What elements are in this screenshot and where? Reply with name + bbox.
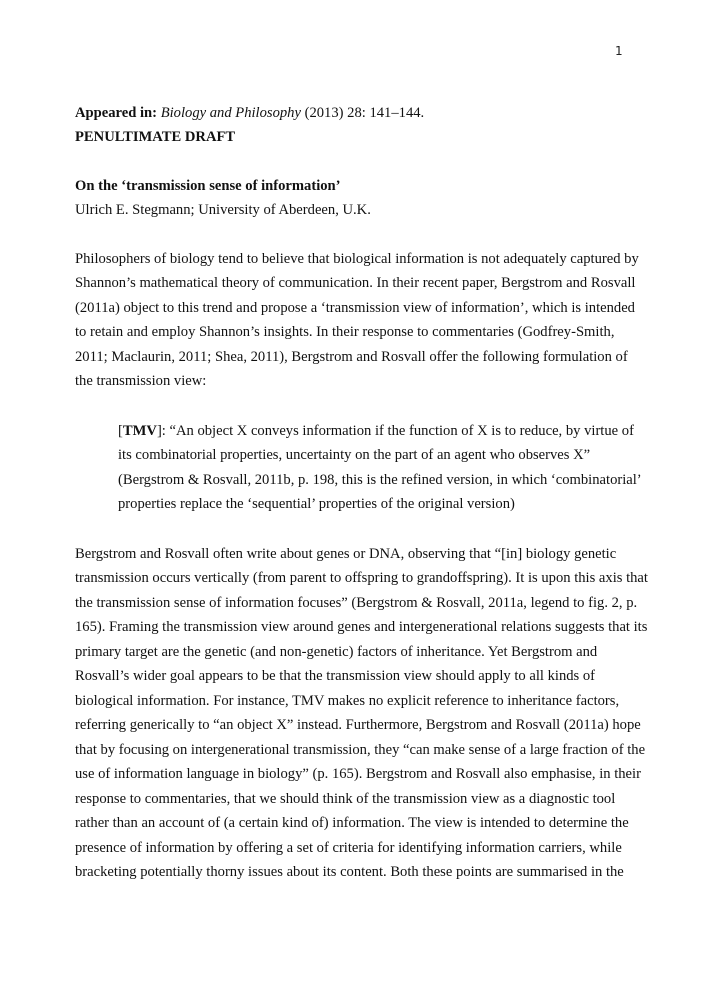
- article-title: On the ‘transmission sense of information’: [75, 178, 341, 194]
- paragraph-line: Rosvall’s wider goal appears to be that the transmission view should apply to all kinds of: [75, 668, 596, 684]
- paragraph-line: Philosophers of biology tend to believe that biological information is not adequately captured by: [75, 251, 639, 267]
- paragraph-line: biological information. For instance, TMV makes no explicit reference to inheritance factors,: [75, 693, 620, 709]
- paragraph-line: use of information language in biology” (p. 165). Bergstrom and Rosvall also emphasise, in their: [75, 766, 641, 782]
- paragraph-line: presence of information by offering a set of criteria for identifying information carriers, while: [75, 840, 622, 856]
- paragraph-line: that by focusing on intergenerational transmission, they “can make sense of a large fraction of the: [75, 742, 646, 758]
- quote-line: (Bergstrom & Rosvall, 2011b, p. 198, this is the refined version, in which ‘combinatorial’: [118, 472, 642, 488]
- paragraph-line: 165). Framing the transmission view around genes and intergenerational relations suggests that its: [75, 619, 648, 635]
- journal-name: Biology and Philosophy: [160, 105, 301, 121]
- paragraph-line: transmission occurs vertically (from parent to offspring to grandoffspring). It is upon this axis that: [75, 570, 648, 586]
- paragraph-line: 2011; Maclaurin, 2011; Shea, 2011), Bergstrom and Rosvall offer the following formulation of: [75, 349, 628, 365]
- paragraph-line: (2011a) object to this trend and propose a ‘transmission view of information’, which is intended: [75, 300, 635, 316]
- quote-line: its combinatorial properties, uncertainty on the part of an agent who observes X”: [118, 447, 591, 463]
- citation-details: (2013) 28: 141–144.: [300, 105, 425, 121]
- paragraph-line: referring generically to “an object X” instead. Furthermore, Bergstrom and Rosvall (2011a) hope: [75, 717, 641, 733]
- appeared-in-label: Appeared in:: [75, 105, 158, 121]
- paragraph-line: the transmission view:: [75, 373, 207, 389]
- quote-line: [TMV]: “An object X conveys information if the function of X is to reduce, by virtue of: [118, 423, 634, 439]
- paragraph-line: bracketing potentially thorny issues about its content. Both these points are summarised in the: [75, 864, 624, 880]
- paragraph-line: Shannon’s mathematical theory of communication. In their recent paper, Bergstrom and Rosvall: [75, 275, 636, 291]
- publication-info: [75, 104, 424, 122]
- author-affiliation: Ulrich E. Stegmann; University of Aberdeen, U.K.: [75, 202, 371, 218]
- paragraph-line: Bergstrom and Rosvall often write about genes or DNA, observing that “[in] biology genetic: [75, 546, 617, 562]
- page-number: 1: [615, 44, 623, 58]
- paragraph-line: to retain and employ Shannon’s insights. In their response to commentaries (Godfrey-Smith,: [75, 324, 615, 340]
- paragraph-line: primary target are the genetic (and non-genetic) factors of inheritance. Yet Bergstrom and: [75, 644, 598, 660]
- paragraph-line: response to commentaries, that we should think of the transmission view as a diagnostic tool: [75, 791, 616, 807]
- tmv-tag: TMV: [122, 423, 157, 439]
- paragraph-line: the transmission sense of information focuses” (Bergstrom & Rosvall, 2011a, legend to fig. 2, p.: [75, 595, 638, 611]
- quote-line: properties replace the ‘sequential’ properties of the original version): [118, 496, 515, 512]
- paragraph-line: rather than an account of (a certain kind of) information. The view is intended to determine the: [75, 815, 629, 831]
- draft-label: PENULTIMATE DRAFT: [75, 129, 236, 145]
